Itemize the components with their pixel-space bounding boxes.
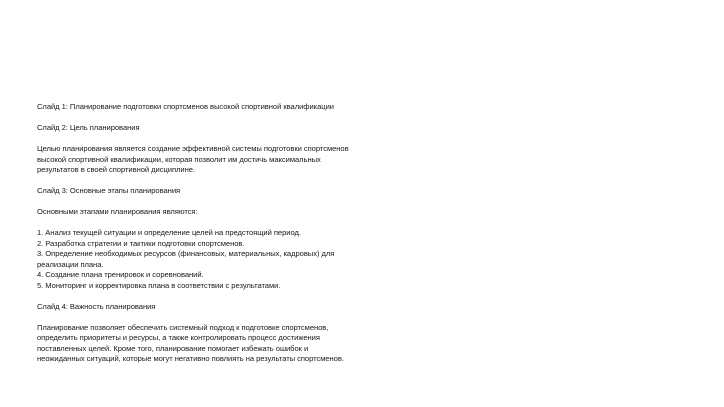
slide-2-body: Целью планирования является создание эффективной системы подготовки спортсменов высокой спортивной квалификации, которая позволит им достичь максимальных результатов в своей спортивной дисциплине. xyxy=(37,144,349,174)
slide-4-body: Планирование позволяет обеспечить системный подход к подготовке спортсменов, определить приоритеты и ресурсы, а также контролировать процесс достижения поставленных целей. Кроме того, планирование помогает избежать ошибок и неожиданных ситуаций, которые могут негативно повлиять на результаты спортсменов. xyxy=(37,322,344,363)
slide-3-intro: Основными этапами планирования являются: xyxy=(37,207,198,216)
slide-2-heading: Слайд 2: Цель планирования xyxy=(37,123,140,132)
slide-4-heading: Слайд 4: Важность планирования xyxy=(37,301,156,311)
slide-3-steps-list xyxy=(37,228,352,291)
document-body xyxy=(37,102,377,375)
list-item: 4. Создание плана тренировок и соревнований. xyxy=(37,270,204,279)
list-item: 2. Разработка стратегии и тактики подготовки спортсменов. xyxy=(37,238,245,248)
slide-3-heading: Слайд 3: Основные этапы планирования xyxy=(37,186,181,195)
list-item: 5. Мониторинг и корректировка плана в соответствии с результатами. xyxy=(37,280,281,290)
list-item: 3. Определение необходимых ресурсов (финансовых, материальных, кадровых) для реализации плана. xyxy=(37,249,335,269)
list-item: 1. Анализ текущей ситуации и определение целей на предстоящий период. xyxy=(37,228,301,237)
slide-1-heading: Слайд 1: Планирование подготовки спортсменов высокой спортивной квалификации xyxy=(37,102,334,111)
